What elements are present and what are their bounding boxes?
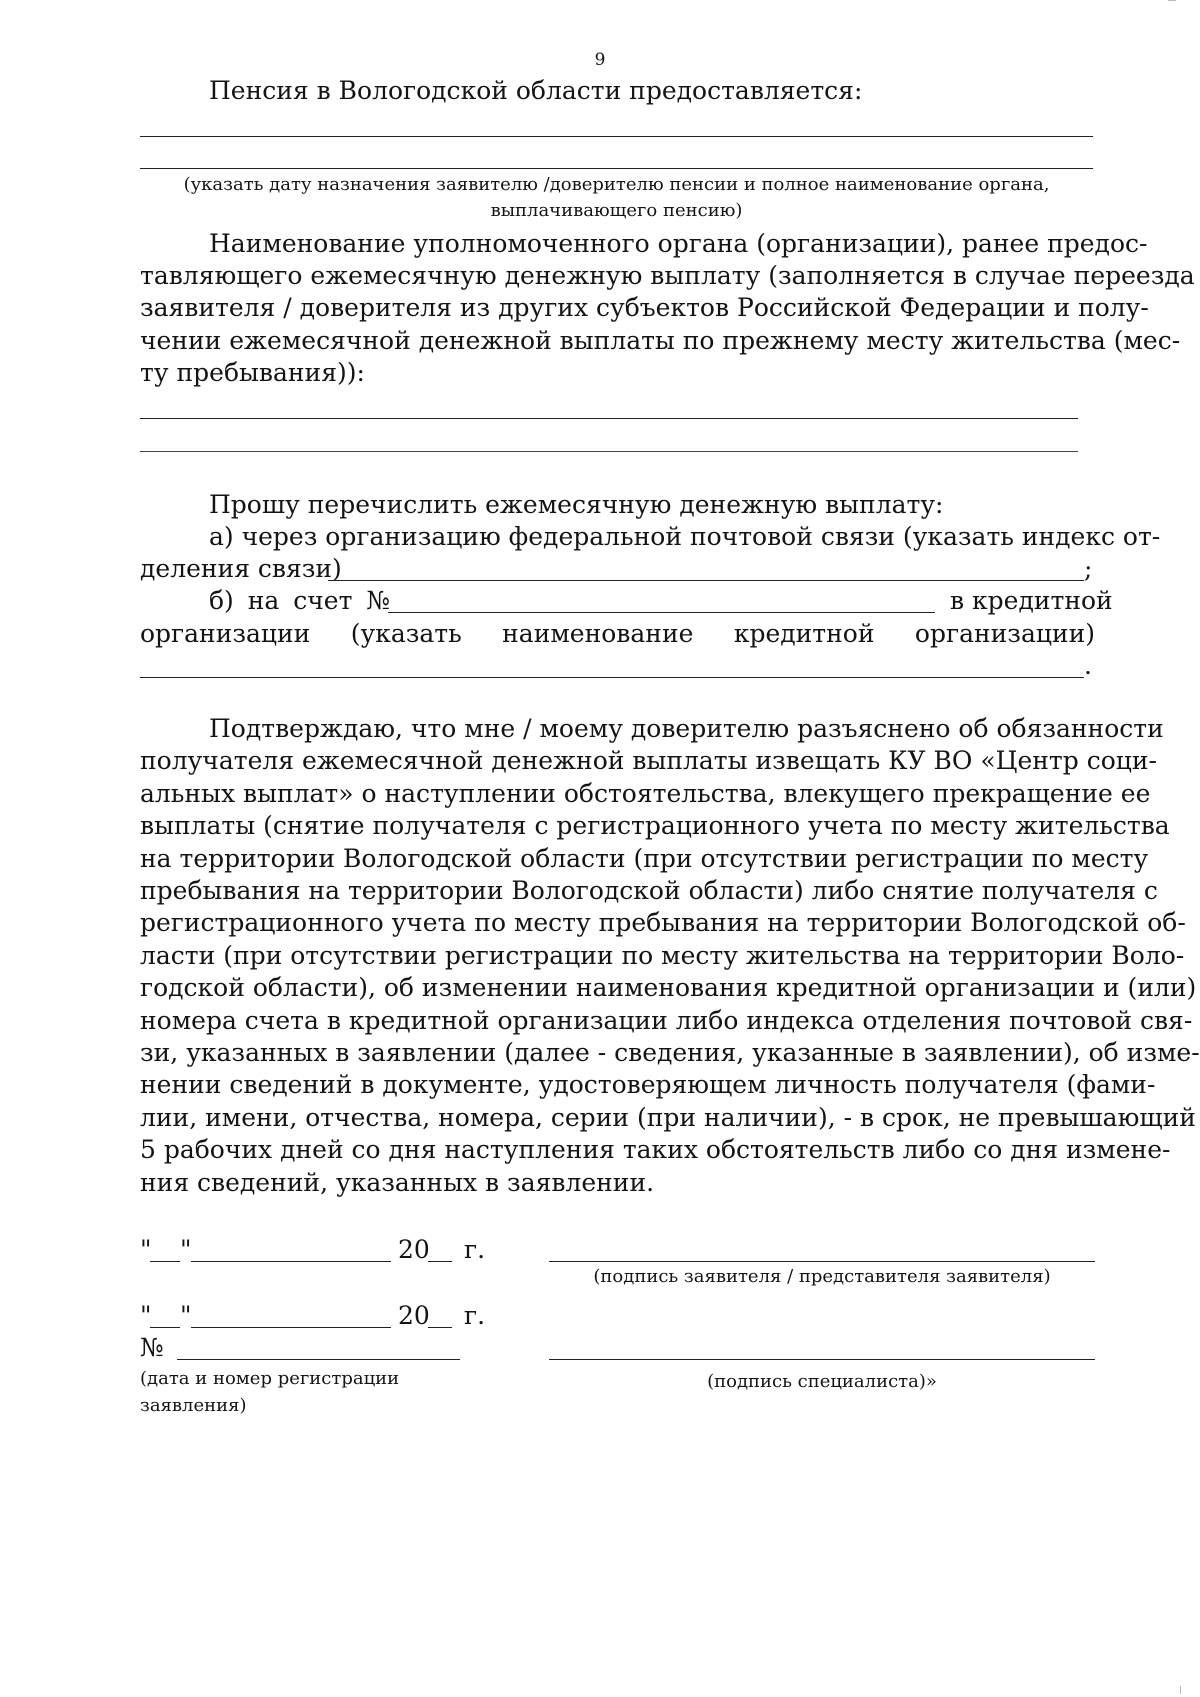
confirmation-line-9: годской области), об изменении наименования кредитной организации и (или)	[140, 973, 1197, 1003]
date-day-field-2[interactable]	[150, 1327, 180, 1328]
postal-index-field[interactable]	[328, 580, 1084, 581]
account-number-field[interactable]	[388, 612, 935, 613]
payment-request: Прошу перечислить ежемесячную денежную выплату:	[209, 490, 944, 519]
date-year-suffix-1: г.	[464, 1235, 486, 1264]
date-quote-open-1: "	[140, 1235, 152, 1264]
authority-fill-line-1	[140, 418, 1078, 419]
option-a-label: деления связи)	[140, 554, 342, 583]
option-a-text: а) через организацию федеральной почтовой связи (указать индекс от-	[209, 522, 1161, 551]
confirmation-line-3: альных выплат» о наступлении обстоятельства, влекущего прекращение ее	[140, 778, 1151, 808]
option-b-word-2: (указать	[350, 619, 462, 648]
applicant-signature-caption: (подпись заявителя / представителя заявителя)	[593, 1266, 1051, 1287]
option-b-words	[140, 618, 1095, 650]
date-year-prefix-2: 20	[398, 1301, 430, 1330]
date-quote-open-2: "	[140, 1301, 152, 1330]
confirmation-line-12: нении сведений в документе, удостоверяющем личность получателя (фами-	[140, 1070, 1156, 1100]
confirmation-line-1: Подтверждаю, что мне / моему доверителю разъяснено об обязанности	[209, 714, 1164, 743]
pension-hint-line-1: (указать дату назначения заявителю /доверителю пенсии и полное наименование органа,	[183, 174, 1050, 195]
date-quote-close-2: "	[180, 1301, 192, 1330]
scan-mark-bottom-right	[1180, 1686, 1181, 1694]
pension-fill-line-2	[140, 168, 1093, 169]
confirmation-line-15: ния сведений, указанных в заявлении.	[140, 1167, 655, 1197]
page-number: 9	[594, 50, 606, 70]
confirmation-line-11: зи, указанных в заявлении (далее - сведения, указанные в заявлении), об изме-	[140, 1038, 1200, 1068]
option-b-end: в кредитной	[950, 586, 1113, 615]
pension-fill-line-1	[140, 136, 1093, 137]
pension-title: Пенсия в Вологодской области предоставляется:	[209, 76, 863, 105]
date-month-field-2[interactable]	[191, 1327, 391, 1328]
date-year-suffix-2: г.	[464, 1301, 486, 1330]
registration-caption-line-1: (дата и номер регистрации	[140, 1368, 400, 1389]
date-year-field-1[interactable]	[428, 1261, 452, 1262]
authority-line-2: тавляющего ежемесячную денежную выплату (заполняется в случае переезда	[140, 261, 1195, 291]
confirmation-line-2: получателя ежемесячной денежной выплаты извещать КУ ВО «Центр соци-	[140, 746, 1157, 776]
registration-number-label: №	[140, 1333, 164, 1362]
date-day-field-1[interactable]	[150, 1261, 180, 1262]
specialist-signature-field[interactable]	[549, 1359, 1095, 1360]
option-b-start: б) на счет №	[209, 586, 391, 615]
specialist-signature-caption: (подпись специалиста)»	[707, 1371, 937, 1392]
option-b-final: .	[1084, 651, 1092, 680]
confirmation-line-7: регистрационного учета по месту пребывания на территории Вологодской об-	[140, 908, 1186, 938]
date-year-field-2[interactable]	[428, 1327, 452, 1328]
confirmation-line-5: на территории Вологодской области (при отсутствии регистрации по месту	[140, 843, 1149, 873]
applicant-signature-field[interactable]	[549, 1261, 1095, 1262]
authority-paragraph	[140, 228, 1195, 389]
option-a-line-1	[140, 521, 1161, 553]
option-b-word-1: организации	[140, 619, 311, 648]
registration-caption-line-2: заявления)	[140, 1395, 247, 1416]
confirmation-line-8: ласти (при отсутствии регистрации по месту жительства на территории Воло-	[140, 940, 1185, 970]
option-a-end: ;	[1084, 554, 1093, 583]
option-b-word-3: наименование	[502, 619, 694, 648]
date-year-prefix-1: 20	[398, 1235, 430, 1264]
authority-line-5: ту пребывания)):	[140, 357, 365, 387]
confirmation-line-14: 5 рабочих дней со дня наступления таких обстоятельств либо со дня измене-	[140, 1135, 1171, 1165]
confirmation-line-10: номера счета в кредитной организации либо индекса отделения почтовой свя-	[140, 1005, 1193, 1035]
confirmation-paragraph	[140, 713, 1200, 1199]
date-quote-close-1: "	[180, 1235, 192, 1264]
scan-mark-top-right	[1168, 0, 1176, 1]
confirmation-line-4: выплаты (снятие получателя с регистрационного учета по месту жительства	[140, 811, 1170, 841]
confirmation-line-13: лии, имени, отчества, номера, серии (при наличии), - в срок, не превышающий	[140, 1102, 1196, 1132]
date-month-field-1[interactable]	[191, 1261, 391, 1262]
authority-line-3: заявителя / доверителя из других субъектов Российской Федерации и полу-	[140, 293, 1149, 323]
credit-org-name-field[interactable]	[140, 677, 1084, 678]
authority-line-1: Наименование уполномоченного органа (организации), ранее предос-	[209, 229, 1148, 258]
authority-fill-line-2	[140, 451, 1078, 452]
authority-line-4: чении ежемесячной денежной выплаты по прежнему месту жительства (мес-	[140, 325, 1181, 355]
pension-hint-line-2: выплачивающего пенсию)	[490, 200, 743, 221]
option-b-word-5: организации)	[914, 619, 1095, 648]
registration-number-field[interactable]	[177, 1359, 460, 1360]
confirmation-line-6: пребывания на территории Вологодской области) либо снятие получателя с	[140, 876, 1158, 906]
option-b-word-4: кредитной	[733, 619, 875, 648]
